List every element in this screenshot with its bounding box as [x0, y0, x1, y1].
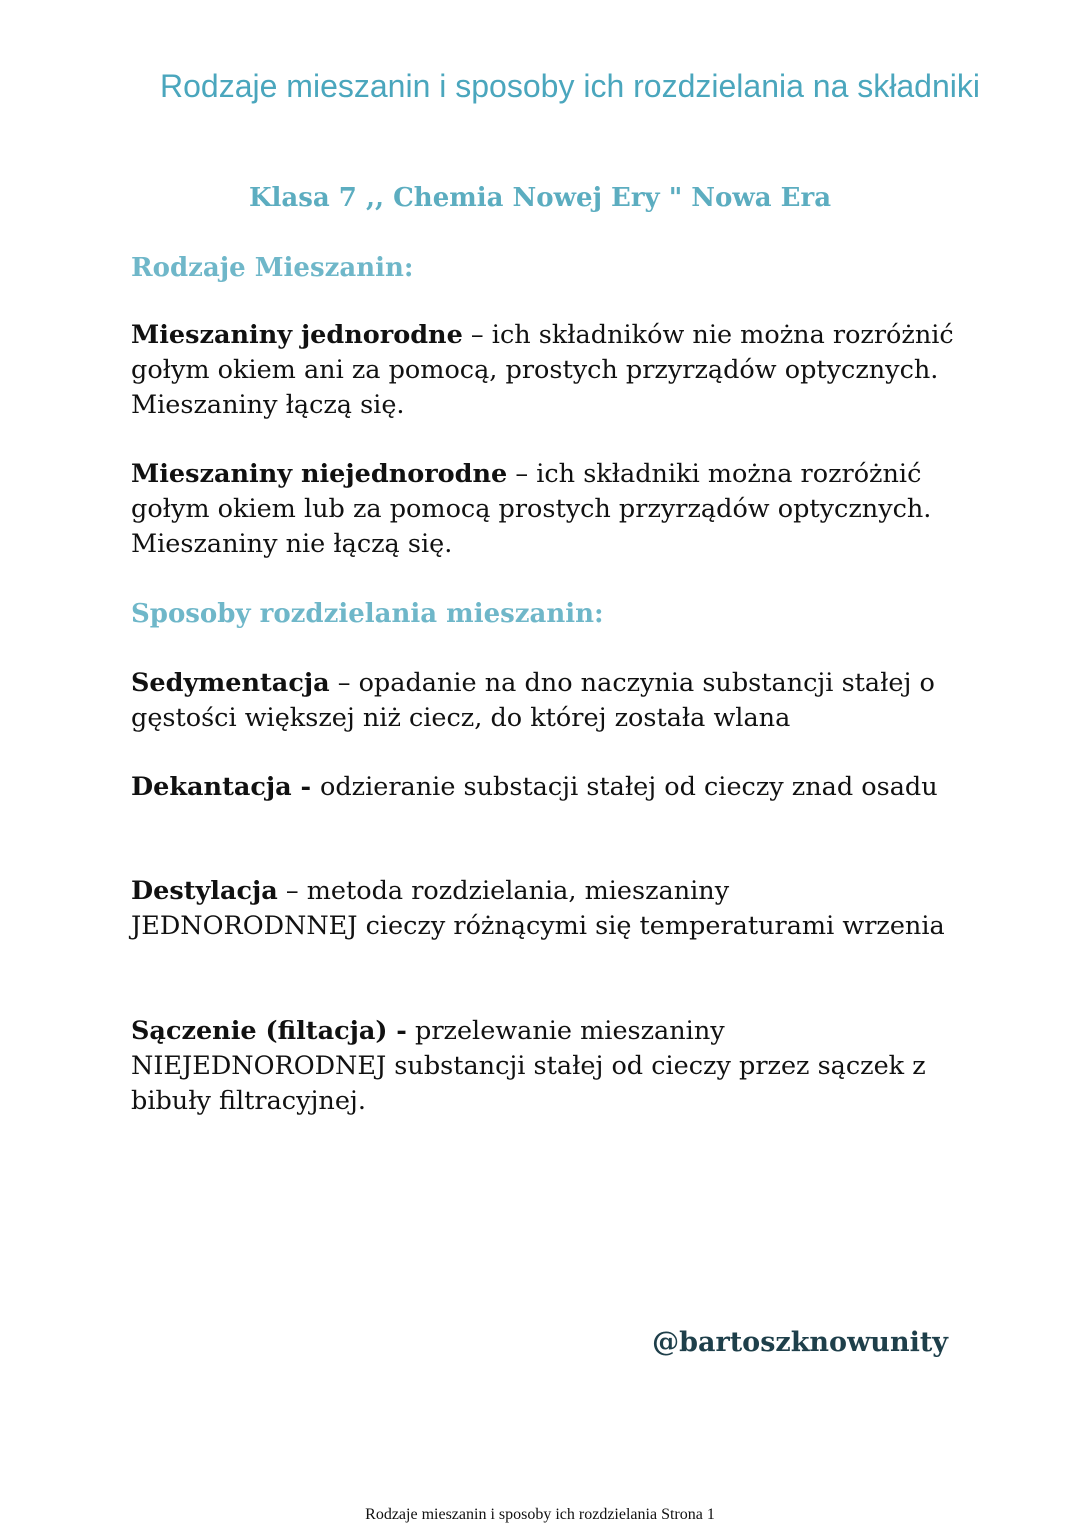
section-heading-mixture-types: Rodzaje Mieszanin: — [131, 253, 414, 283]
definition-sedimentation — [131, 666, 961, 736]
definition-text: – opadanie na dno naczynia substancji stałej o gęstości większej niż ciecz, do której została wlana — [131, 668, 935, 733]
definition-term: Mieszaniny jednorodne — [131, 320, 463, 350]
definition-homogeneous-mixtures — [131, 318, 961, 423]
definition-text: przelewanie mieszaniny NIEJEDNORODNEJ substancji stałej od cieczy przez sączek z bibuły filtracyjnej. — [131, 1016, 926, 1116]
definition-filtration — [131, 1014, 961, 1119]
document-subtitle: Klasa 7 ,, Chemia Nowej Ery " Nowa Era — [248, 183, 832, 213]
author-handle: @bartoszknowunity — [652, 1327, 948, 1358]
definition-term: Destylacja — [131, 876, 278, 906]
definition-term: Dekantacja - — [131, 772, 320, 802]
section-heading-separation-methods: Sposoby rozdzielania mieszanin: — [131, 599, 604, 629]
definition-text: – metoda rozdzielania, mieszaniny JEDNORODNNEJ cieczy różnącymi się temperaturami wrzenia — [131, 876, 945, 941]
definition-text: odzieranie substacji stałej od cieczy znad osadu — [319, 772, 938, 802]
definition-text: – ich składników nie można rozróżnić gołym okiem ani za pomocą, prostych przyrządów optycznych. Mieszaniny łączą się. — [131, 320, 954, 420]
definition-term: Sedymentacja — [131, 668, 330, 698]
definition-term: Sączenie (filtacja) - — [131, 1016, 407, 1046]
page-footer: Rodzaje mieszanin i sposoby ich rozdzielania Strona 1 — [365, 1506, 715, 1523]
document-title: Rodzaje mieszanin i sposoby ich rozdzielania na składniki — [160, 68, 980, 104]
definition-decantation — [131, 770, 961, 805]
definition-heterogeneous-mixtures — [131, 457, 961, 562]
definition-distillation — [131, 874, 961, 944]
definition-term: Mieszaniny niejednorodne — [131, 459, 508, 489]
definition-text: – ich składniki można rozróżnić gołym okiem lub za pomocą prostych przyrządów optycznych. Mieszaniny nie łączą się. — [131, 459, 932, 559]
